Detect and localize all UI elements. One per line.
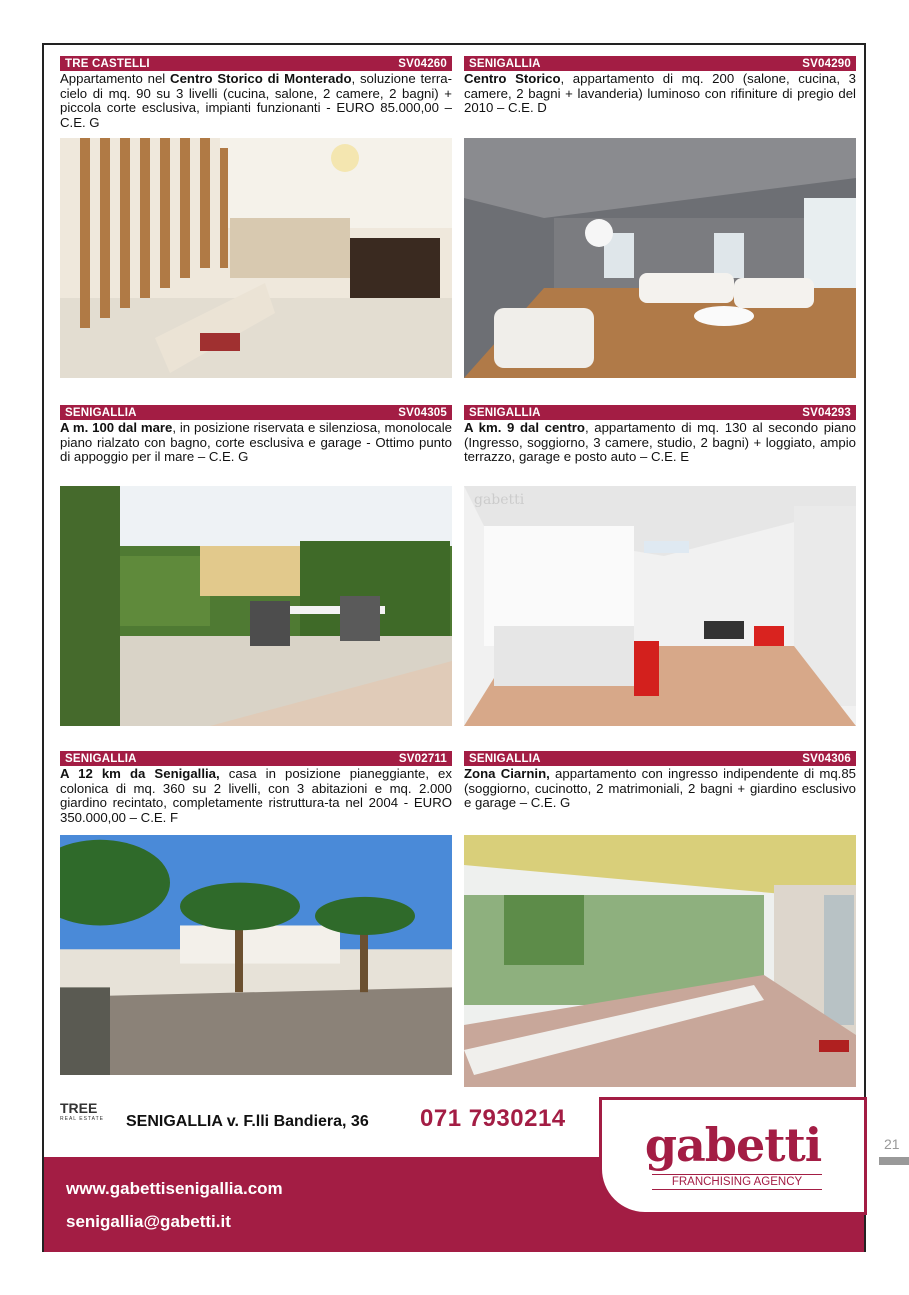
- listing-photo-living-room[interactable]: [60, 138, 452, 378]
- gabetti-logo: gabetti: [644, 1118, 822, 1172]
- page-tab-marker: [879, 1157, 909, 1165]
- listing-header: [464, 56, 856, 71]
- listing-card[interactable]: [60, 405, 452, 481]
- listing-code: SV04306: [802, 752, 851, 765]
- gabetti-logo-box: [599, 1097, 867, 1215]
- listing-city: SENIGALLIA: [469, 752, 541, 765]
- agency-phone[interactable]: 071 7930214: [420, 1105, 566, 1132]
- listing-description: A m. 100 dal mare, in posizione riservata e silenziosa, monolocale piano rialzato con bagno, corte esclusiva e garage - Ottimo punto di appoggio per il mare – C.E. G: [60, 420, 452, 465]
- listing-card[interactable]: [464, 751, 856, 827]
- website-link[interactable]: www.gabettisenigallia.com: [66, 1179, 283, 1198]
- listing-card[interactable]: [60, 56, 452, 132]
- listing-header: [60, 56, 452, 71]
- listing-description: Appartamento nel Centro Storico di Monterado, soluzione terra-cielo di mq. 90 su 3 livelli (cucina, salone, 2 camere, 2 bagni) + piccola corte esclusiva, impianti funzionanti - EURO 85.000,00 – C.E. G: [60, 71, 452, 130]
- listing-description: Zona Ciarnin, appartamento con ingresso indipendente di mq.85 (soggiorno, cucinotto, 2 matrimoniali, 2 bagni + giardino esclusivo e garage – C.E. G: [464, 766, 856, 811]
- listing-card[interactable]: [464, 56, 856, 132]
- listing-photo-salon[interactable]: [464, 138, 856, 378]
- listing-city: SENIGALLIA: [469, 406, 541, 419]
- listing-header: [60, 405, 452, 420]
- page-number: 21: [884, 1136, 900, 1152]
- listing-city: SENIGALLIA: [469, 57, 541, 70]
- listing-photo-veranda[interactable]: [464, 835, 856, 1087]
- listing-description: A km. 9 dal centro, appartamento di mq. 130 al secondo piano (Ingresso, soggiorno, 3 camere, studio, 2 bagni) + loggiato, ampio terrazzo, garage e posto auto – C.E. E: [464, 420, 856, 465]
- listing-photo-courtyard[interactable]: [60, 486, 452, 726]
- franchising-agency-label: FRANCHISING AGENCY: [652, 1174, 822, 1190]
- listing-code: SV02711: [398, 752, 447, 765]
- listing-code: SV04293: [802, 406, 851, 419]
- listing-header: [60, 751, 452, 766]
- photo-watermark: gabetti: [474, 492, 525, 508]
- listing-card[interactable]: [464, 405, 856, 481]
- email-link[interactable]: senigallia@gabetti.it: [66, 1212, 231, 1231]
- listing-city: SENIGALLIA: [65, 752, 137, 765]
- agency-address: SENIGALLIA v. F.lli Bandiera, 36: [126, 1113, 369, 1130]
- listing-description: Centro Storico, appartamento di mq. 200 (salone, cucina, 3 camere, 2 bagni + lavanderia) luminoso con rifiniture di pregio del 2010 – C.E. D: [464, 71, 856, 116]
- listing-description: A 12 km da Senigallia, casa in posizione pianeggiante, ex colonica di mq. 360 su 2 livelli, con 3 abitazioni e mq. 2.000 giardino recintato, completamente ristruttura-ta nel 2004 - EURO 350.000,00 – C.E. F: [60, 766, 452, 825]
- listing-header: [464, 405, 856, 420]
- listing-photo-garden-palms[interactable]: [60, 835, 452, 1075]
- listing-code: SV04290: [802, 57, 851, 70]
- listing-city: TRE CASTELLI: [65, 57, 150, 70]
- listing-header: [464, 751, 856, 766]
- listing-code: SV04305: [398, 406, 447, 419]
- listing-card[interactable]: [60, 751, 452, 827]
- page-frame: [42, 43, 866, 1252]
- listing-city: SENIGALLIA: [65, 406, 137, 419]
- tree-real-estate-logo: TREE REAL ESTATE: [60, 1100, 104, 1122]
- listing-photo-open-space[interactable]: [464, 486, 856, 726]
- listing-code: SV04260: [398, 57, 447, 70]
